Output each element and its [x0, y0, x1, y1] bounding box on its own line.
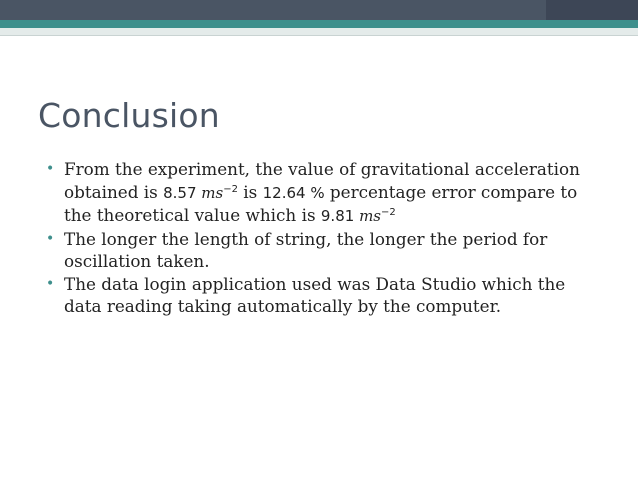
slide-title: Conclusion — [38, 96, 220, 135]
theoretical-exponent: −2 — [381, 207, 396, 218]
bullet-icon: • — [46, 161, 55, 177]
header-band-light — [0, 28, 638, 35]
header-band-dark — [0, 0, 638, 20]
theoretical-value: 9.81 — [320, 207, 355, 225]
bullet-item-gravity — [46, 158, 606, 228]
bullet-list — [46, 158, 606, 318]
bullet-text: The data login application used was Data Studio which the data reading taking automatically by the computer. — [64, 273, 566, 316]
theoretical-unit: ms — [359, 207, 381, 225]
bullet-icon: • — [46, 230, 55, 247]
measured-exponent: −2 — [223, 183, 238, 195]
bullet-text: The longer the length of string, the longer the period for oscillation taken. — [64, 228, 548, 271]
bullet-text-part: From the experiment, the value of gravitational acceleration obtained is — [64, 159, 580, 202]
bullet-icon: • — [46, 275, 55, 292]
math-value-theoretical — [321, 207, 396, 225]
bullet-item-data-studio — [46, 273, 606, 318]
math-percent-error: 12.64 % — [262, 183, 325, 202]
math-value-measured — [163, 184, 238, 202]
header-band-teal — [0, 20, 638, 28]
bullet-text-part: is — [237, 181, 263, 202]
bullet-text-part: percentage error compare to the theoretical value which is — [64, 181, 578, 225]
bullet-item-string-length — [46, 228, 606, 273]
measured-unit: ms — [201, 183, 224, 202]
header-divider — [0, 35, 638, 36]
measured-value: 8.57 — [163, 183, 197, 202]
header-corner-accent — [546, 0, 638, 20]
